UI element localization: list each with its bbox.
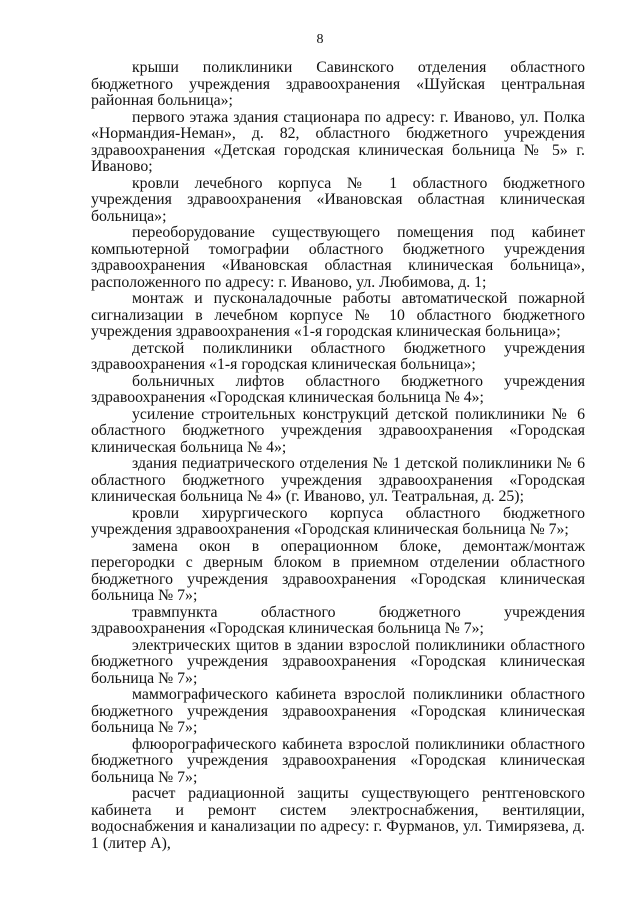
document-body [91,60,585,852]
paragraph-9: здания педиатрического отделения № 1 детской поликлиники № 6 областного бюджетного учреждения здравоохранения «Городская клиническая больница № 4» (г. Иваново, ул. Театральная, д. 25); [91,455,585,505]
paragraph-15: флюорографического кабинета взрослой поликлиники областного бюджетного учреждения здравоохранения «Городская клиническая больница № 7»; [91,735,585,786]
paragraph-11: замена окон в операционном блоке, демонтаж/монтаж перегородки с дверным блоком в приемном отделении областного бюджетного учреждения здравоохранения «Городская клиническая больница № 7»; [91,537,585,604]
paragraph-8: усиление строительных конструкций детской поликлиники № 6 областного бюджетного учреждения здравоохранения «Городская клиническая больница № 4»; [91,405,585,456]
paragraph-14: маммографического кабинета взрослой поликлиники областного бюджетного учреждения здравоохранения «Городская клиническая больница № 7»; [91,686,585,736]
paragraph-1: крыши поликлиники Савинского отделения областного бюджетного учреждения здравоохранения «Шуйская центральная районная больница»; [91,59,585,109]
paragraph-2: первого этажа здания стационара по адресу: г. Иваново, ул. Полка «Нормандия-Неман», д. 82, областного бюджетного учреждения здравоохранения «Детская городская клиническая больница № 5» г. Иваново; [91,108,585,175]
paragraph-3: кровли лечебного корпуса № 1 областного бюджетного учреждения здравоохранения «Ивановская областная клиническая больница»; [91,174,585,225]
paragraph-4: переоборудование существующего помещения под кабинет компьютерной томографии областного бюджетного учреждения здравоохранения «Ивановская областная клиническая больница», расположенного по адресу: г. Иваново, ул. Любимова, д. 1; [91,224,585,291]
paragraph-6: детской поликлиники областного бюджетного учреждения здравоохранения «1-я городская клиническая больница»; [91,339,585,373]
paragraph-13: электрических щитов в здании взрослой поликлиники областного бюджетного учреждения здравоохранения «Городская клиническая больница № 7»; [91,636,585,687]
paragraph-5: монтаж и пусконаладочные работы автоматической пожарной сигнализации в лечебном корпусе № 10 областного бюджетного учреждения здравоохранения «1-я городская клиническая больница»; [91,290,585,340]
paragraph-12: травмпункта областного бюджетного учреждения здравоохранения «Городская клиническая больница № 7»; [91,603,585,637]
paragraph-16: расчет радиационной защиты существующего рентгеновского кабинета и ремонт систем электроснабжения, вентиляции, водоснабжения и канализации по адресу: г. Фурманов, ул. Тимирязева, д. 1 (литер А), [91,785,585,852]
paragraph-10: кровли хирургического корпуса областного бюджетного учреждения здравоохранения «Городская клиническая больница № 7»; [91,504,585,538]
paragraph-7: больничных лифтов областного бюджетного учреждения здравоохранения «Городская клиническая больница № 4»; [91,372,585,406]
page-number: 8 [316,32,324,47]
